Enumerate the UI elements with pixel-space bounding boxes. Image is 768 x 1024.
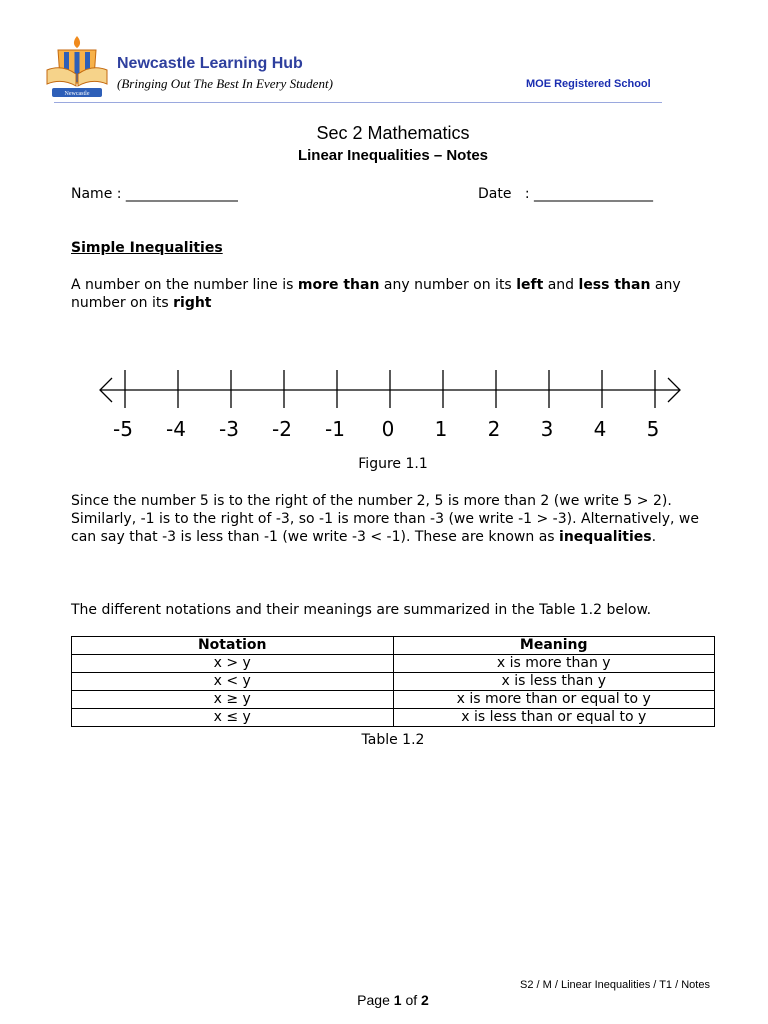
page-prefix: Page [357,992,394,1008]
number-line-tick-label: 2 [487,417,501,441]
page-of: of [401,992,422,1008]
header-notation: Notation [72,637,394,655]
table-row [72,691,715,709]
bold-less-than: less than [578,277,651,293]
text-run: any number on its [379,277,517,293]
topic-title: Linear Inequalities – Notes [297,147,489,164]
page-current: 1 [393,992,402,1008]
figure-caption: Figure 1.1 [358,456,428,472]
number-line-tick-label: 1 [434,417,448,441]
table-row [72,655,715,673]
table-row [72,673,715,691]
name-label: Name : [71,186,126,202]
number-line-tick-label: -4 [166,417,186,441]
bold-left: left [516,277,544,293]
text-run: A number on the number line is [71,277,298,293]
notation-cell: x > y [72,655,394,673]
meaning-cell: x is more than y [393,655,715,673]
number-line-tick-label: 4 [593,417,607,441]
date-blank: _________________ [533,186,653,202]
table-header-row [72,637,715,655]
notation-table [71,636,715,727]
text-run: . [651,529,657,545]
notation-cell: x ≤ y [72,709,394,727]
text-run: any number on its [71,277,681,311]
text-run: and [543,277,579,293]
page-number [0,992,768,1008]
name-blank: ________________ [125,186,238,202]
number-line-tick-label: 3 [540,417,554,441]
explanation-paragraph [71,492,721,546]
number-line-figure [90,360,690,450]
section-heading: Simple Inequalities [71,240,223,256]
table-caption: Table 1.2 [361,732,425,748]
subject-title: Sec 2 Mathematics [316,123,470,143]
bold-right: right [173,295,212,311]
intro-paragraph [71,276,721,312]
date-field [478,185,653,203]
notation-cell: x < y [72,673,394,691]
number-line-tick-label: 0 [381,417,395,441]
footer-reference: S2 / M / Linear Inequalities / T1 / Notes [520,979,710,991]
header-meaning: Meaning [393,637,715,655]
number-line-tick-label: -3 [219,417,239,441]
meaning-cell: x is more than or equal to y [393,691,715,709]
header-divider [54,102,662,103]
text-run: Since the number 5 is to the right of the number 2, 5 is more than 2 (we write 5 > 2). Similarly, -1 is to the right of -3, so -1 is more than -3 (we write -1 > -3). Alternatively, we can say that -3 is less than -1 (we write -3 < -1). These are known as [71,493,699,545]
table-intro-paragraph: The different notations and their meanings are summarized in the Table 1.2 below. [71,602,652,618]
school-tagline: (Bringing Out The Best In Every Student) [117,76,333,91]
meaning-cell: x is less than or equal to y [393,709,715,727]
page-total: 2 [421,992,429,1008]
bold-inequalities: inequalities [559,529,652,545]
date-label: Date : [478,186,534,202]
meaning-cell: x is less than y [393,673,715,691]
registration-label: MOE Registered School [526,78,651,90]
name-field [71,185,238,203]
school-logo-icon [44,34,110,100]
logo-ribbon-text: Newcastle [64,91,90,97]
number-line-tick-label: 5 [646,417,660,441]
school-name: Newcastle Learning Hub [117,55,303,72]
table-row [72,709,715,727]
notation-cell: x ≥ y [72,691,394,709]
number-line-tick-label: -5 [113,417,133,441]
bold-more-than: more than [297,277,380,293]
number-line-tick-label: -1 [325,417,345,441]
number-line-tick-label: -2 [272,417,292,441]
